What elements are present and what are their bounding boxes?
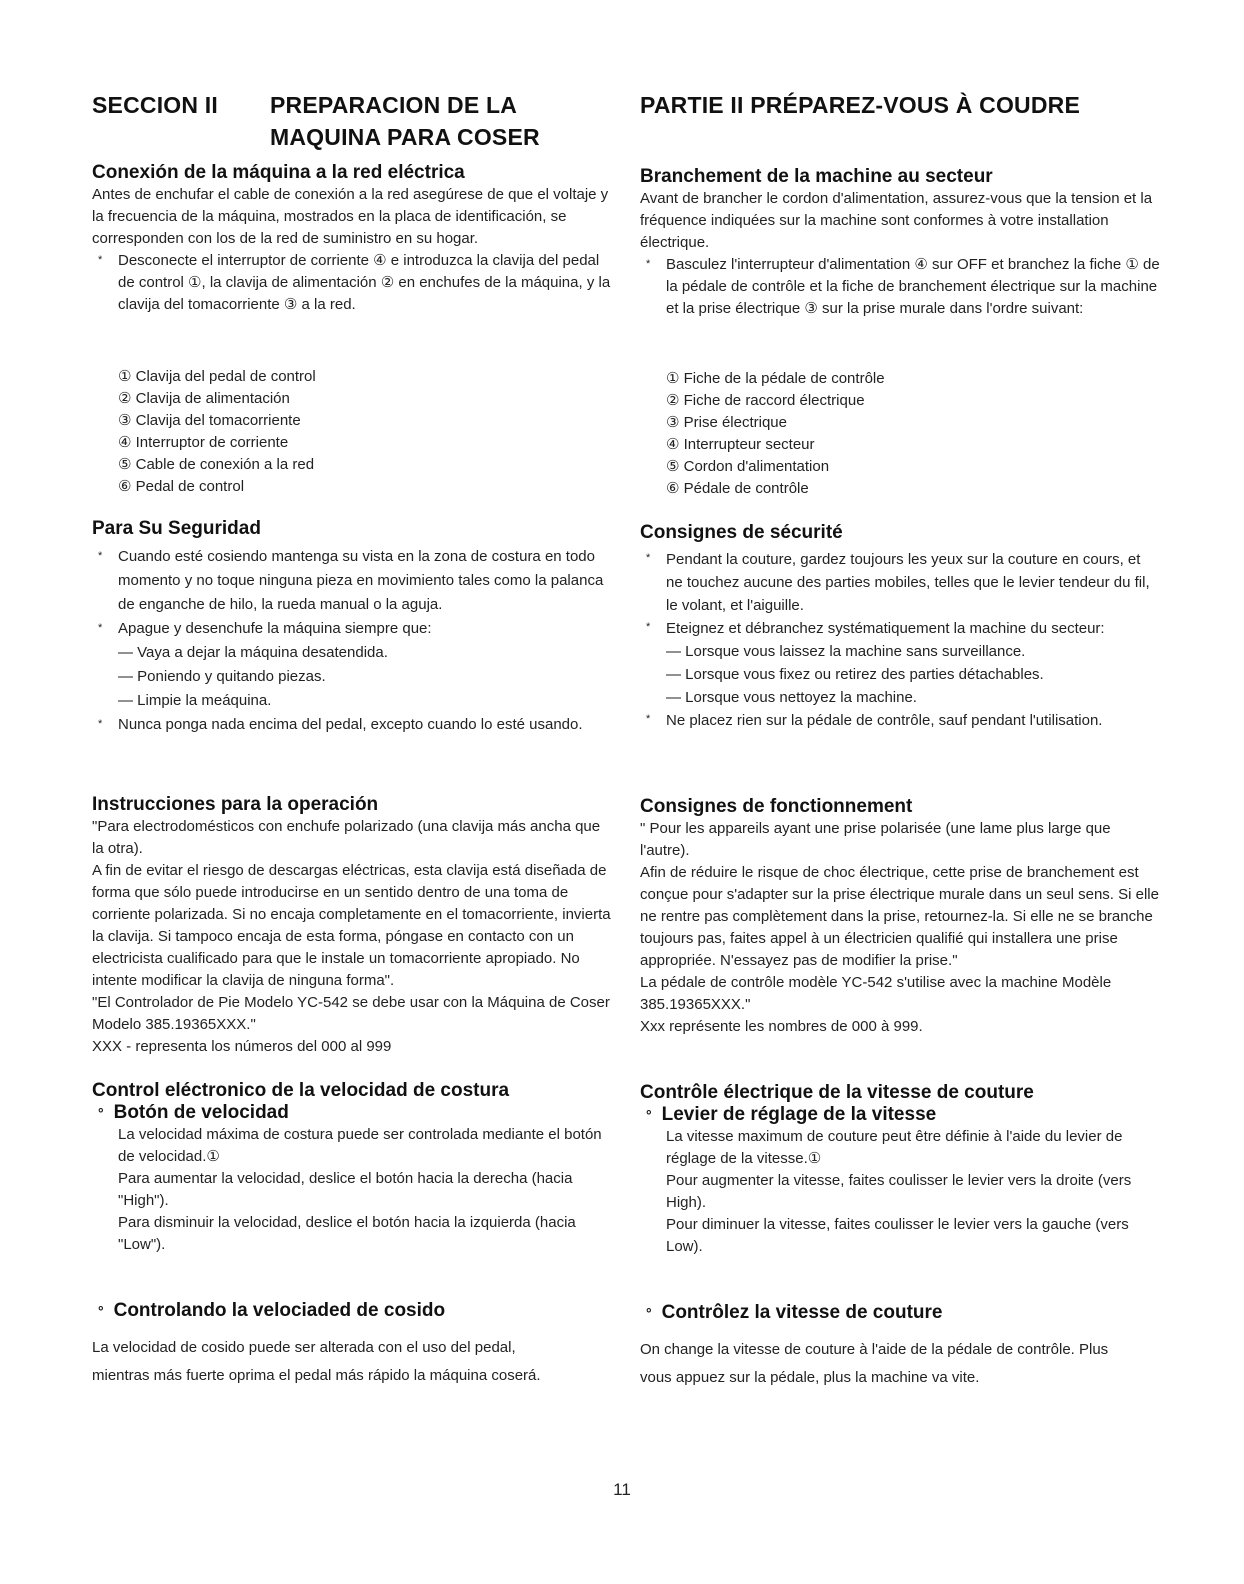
section-label-es: SECCION II <box>92 92 218 118</box>
branchement-legend <box>666 368 1146 500</box>
seguridad-dash: — Limpie la meáquina. <box>118 692 272 709</box>
seguridad-section <box>92 518 612 737</box>
control-p3: Para disminuir la velocidad, deslice el botón hacia la izquierda (hacia "Low"). <box>118 1214 576 1253</box>
fonctionnement-p1: " Pour les appareils ayant une prise polarisée (une lame plus large que l'autre). <box>640 820 1111 859</box>
bullet-dot: ° <box>646 1305 652 1321</box>
instrucciones-heading: Instrucciones para la operación <box>92 794 379 815</box>
conexion-heading: Conexión de la máquina a la red eléctrica <box>92 162 465 183</box>
legend-item: ④ Interrupteur secteur <box>666 436 815 453</box>
seguridad-bullet-2: * Apague y desenchufe la máquina siempre que: <box>92 617 612 641</box>
fonctionnement-section <box>640 796 1160 1038</box>
section-title-fr: PARTIE II PRÉPAREZ-VOUS À COUDRE <box>640 92 1081 118</box>
bullet-dot: ° <box>646 1107 652 1123</box>
control-sub-heading: ° Botón de velocidad <box>98 1102 289 1123</box>
seguridad-dash: — Vaya a dejar la máquina desatendida. <box>118 644 388 661</box>
controle-p1: La vitesse maximum de couture peut être définie à l'aide du levier de réglage de la vitesse.① <box>666 1128 1123 1167</box>
legend-item: ⑤ Cordon d'alimentation <box>666 458 830 475</box>
conexion-section <box>92 162 612 316</box>
conexion-bullet: * Desconecte el interruptor de corriente ④ e introduzca la clavija del pedal de control ①, la clavija de alimentación ② en enchufes de la máquina, y la clavija del tomacorriente ③ a la red. <box>92 250 612 316</box>
instrucciones-p1: "Para electrodomésticos con enchufe polarizado (una clavija más ancha que la otra). <box>92 818 601 857</box>
branchement-bullet: * Basculez l'interrupteur d'alimentation ④ sur OFF et branchez la fiche ① de la pédale de contrôle et la fiche de branchement électrique sur la machine et la prise électrique ③ sur la prise murale dans l'ordre suivant: <box>640 254 1160 320</box>
controle-sub-heading: ° Levier de réglage de la vitesse <box>646 1104 937 1125</box>
controle-section <box>640 1082 1160 1258</box>
control-p1: La velocidad máxima de costura puede ser controlada mediante el botón de velocidad.① <box>118 1126 602 1165</box>
conexion-legend <box>118 366 598 498</box>
control-heading: Control eléctronico de la velocidad de costura <box>92 1080 510 1101</box>
seguridad-bullet-1: * Cuando esté cosiendo mantenga su vista en la zona de costura en todo momento y no toque ninguna pieza en movimiento tales como la palanca de enganche de hilo, la rueda manual o la aguja. <box>92 545 612 617</box>
controlez-heading: ° Contrôlez la vitesse de couture <box>646 1302 943 1323</box>
control-p2: Para aumentar la velocidad, deslice el botón hacia la derecha (hacia "High"). <box>118 1170 573 1209</box>
bullet-dot: ° <box>98 1105 104 1121</box>
cosido-text: La velocidad de cosido puede ser alterada con el uso del pedal, mientras más fuerte oprima el pedal más rápido la máquina coserá. <box>92 1339 541 1384</box>
controle-p3: Pour diminuer la vitesse, faites coulisser le levier vers la gauche (vers Low). <box>666 1216 1129 1255</box>
section-title-es-line2: MAQUINA PARA COSER <box>270 124 540 150</box>
instrucciones-p3: "El Controlador de Pie Modelo YC-542 se debe usar con la Máquina de Coser Modelo 385.19365XXX." <box>92 994 610 1033</box>
instrucciones-section <box>92 794 612 1058</box>
branchement-section <box>640 166 1160 320</box>
legend-item: ② Fiche de raccord électrique <box>666 392 865 409</box>
legend-item: ③ Clavija del tomacorriente <box>118 412 301 429</box>
securite-heading: Consignes de sécurité <box>640 522 843 543</box>
page-number: 11 <box>613 1480 631 1499</box>
securite-bullet-2: * Eteignez et débranchez systématiquement la machine du secteur: <box>640 617 1160 640</box>
controlez-text: On change la vitesse de couture à l'aide de la pédale de contrôle. Plus vous appuez sur la pédale, plus la machine va vite. <box>640 1341 1109 1386</box>
legend-item: ⑥ Pedal de control <box>118 478 245 495</box>
legend-item: ④ Interruptor de corriente <box>118 434 289 451</box>
securite-bullet-3: * Ne placez rien sur la pédale de contrôle, sauf pendant l'utilisation. <box>640 709 1160 732</box>
branchement-heading: Branchement de la machine au secteur <box>640 166 993 187</box>
fonctionnement-p2: Afin de réduire le risque de choc électrique, cette prise de branchement est conçue pour s'adapter sur la prise électrique murale dans un seul sens. Si elle ne rentre pas complètement dans la prise, retournez-la. Si elle ne se branche toujours pas, faites appel à un électricien qualifié qui installera une prise appropriée. N'essayez pas de modifier la prise." <box>640 864 1159 969</box>
section-title-es-line1: PREPARACION DE LA <box>270 92 518 118</box>
legend-item: ① Fiche de la pédale de contrôle <box>666 370 885 387</box>
legend-item: ② Clavija de alimentación <box>118 390 290 407</box>
legend-item: ① Clavija del pedal de control <box>118 368 316 385</box>
control-section <box>92 1080 612 1256</box>
securite-bullet-1: * Pendant la couture, gardez toujours les yeux sur la couture en cours, et ne touchez aucune des parties mobiles, telles que le levier tendeur du fil, le volant, et l'aiguille. <box>640 548 1160 617</box>
legend-item: ⑥ Pédale de contrôle <box>666 480 809 497</box>
legend-item: ⑤ Cable de conexión a la red <box>118 456 315 473</box>
controle-p2: Pour augmenter la vitesse, faites coulisser le levier vers la droite (vers High). <box>666 1172 1132 1211</box>
instrucciones-p4: XXX - representa los números del 000 al 999 <box>92 1038 392 1055</box>
seguridad-heading: Para Su Seguridad <box>92 518 261 539</box>
seguridad-dash: — Poniendo y quitando piezas. <box>118 668 326 685</box>
seguridad-bullet-3: * Nunca ponga nada encima del pedal, excepto cuando lo esté usando. <box>92 713 612 737</box>
bullet-dot: ° <box>98 1303 104 1319</box>
controle-heading: Contrôle électrique de la vitesse de couture <box>640 1082 1034 1103</box>
securite-section <box>640 522 1160 732</box>
securite-dash: — Lorsque vous laissez la machine sans surveillance. <box>666 643 1026 660</box>
fonctionnement-p4: Xxx représente les nombres de 000 à 999. <box>640 1018 923 1035</box>
cosido-section <box>92 1300 572 1390</box>
legend-item: ③ Prise électrique <box>666 414 787 431</box>
cosido-heading: ° Controlando la velociaded de cosido <box>98 1300 446 1321</box>
fonctionnement-heading: Consignes de fonctionnement <box>640 796 913 817</box>
securite-dash: — Lorsque vous fixez ou retirez des parties détachables. <box>666 666 1044 683</box>
controlez-section <box>640 1302 1140 1392</box>
instrucciones-p2: A fin de evitar el riesgo de descargas eléctricas, esta clavija está diseñada de forma que sólo puede introducirse en un sentido dentro de una toma de corriente polarizada. Si no encaja completamente en el tomacorriente, invierta la clavija. Si tampoco encaja de esta forma, póngase en contacto con un electricista cualificado para que le instale un tomacorriente apropiado. No intente modificar la clavija de ninguna forma". <box>92 862 611 989</box>
fonctionnement-p3: La pédale de contrôle modèle YC-542 s'utilise avec la machine Modèle 385.19365XXX." <box>640 974 1112 1013</box>
branchement-intro: Avant de brancher le cordon d'alimentation, assurez-vous que la tension et la fréquence indiquées sur la machine sont conformes à votre installation électrique. <box>640 190 1153 251</box>
conexion-intro: Antes de enchufar el cable de conexión a la red asegúrese de que el voltaje y la frecuencia de la máquina, mostrados en la placa de identificación, se corresponden con los de la red de suministro en su hogar. <box>92 186 609 247</box>
securite-dash: — Lorsque vous nettoyez la machine. <box>666 689 917 706</box>
